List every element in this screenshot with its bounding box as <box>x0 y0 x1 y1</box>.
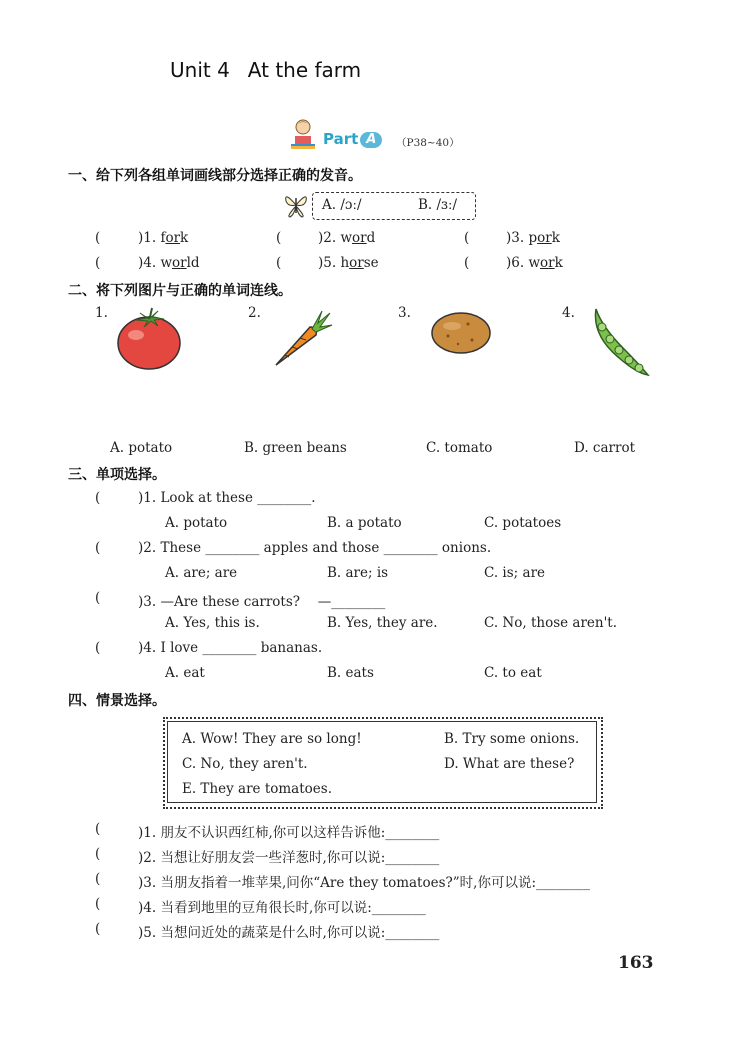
answer-paren-open: ( <box>95 846 101 862</box>
part-label: Part A <box>323 130 382 148</box>
answer-paren-open: ( <box>95 640 101 656</box>
choice-a: A. are; are <box>165 565 238 581</box>
answer-paren-open: ( <box>95 490 101 506</box>
choice-b: B. eats <box>327 665 374 681</box>
answer-paren-open: ( <box>95 255 101 271</box>
word-option: B. green beans <box>244 440 347 456</box>
reading-child-icon <box>287 117 319 155</box>
question-stem: )4. I love ________ bananas. <box>138 640 323 656</box>
tomato-icon <box>114 305 184 375</box>
picture-number: 2. <box>248 305 261 321</box>
choice-c: C. potatoes <box>484 515 562 531</box>
word-option: A. potato <box>110 440 173 456</box>
picture-number: 4. <box>562 305 575 321</box>
answer-paren-open: ( <box>95 540 101 556</box>
scene-option-c: C. No, they aren't. <box>182 756 308 772</box>
scene-option-b: B. Try some onions. <box>444 731 580 747</box>
unit-label: Unit 4 <box>170 58 230 82</box>
phonetic-option-a: A. /ɔː/ <box>322 197 362 213</box>
answer-paren-open: ( <box>95 230 101 246</box>
scene-question: )4. 当看到地里的豆角很长时,你可以说:________ <box>138 900 426 916</box>
green-beans-icon <box>588 305 654 383</box>
scene-option-e: E. They are tomatoes. <box>182 781 332 797</box>
question-item: )6. work <box>506 255 563 271</box>
question-stem: )2. These ________ apples and those ________ onions. <box>138 540 492 556</box>
choice-b: B. are; is <box>327 565 389 581</box>
answer-paren-open: ( <box>95 871 101 887</box>
phonetic-option-b: B. /ɜː/ <box>418 197 458 213</box>
answer-paren-open: ( <box>464 255 470 271</box>
section-4-heading: 四、情景选择。 <box>68 693 166 709</box>
question-item: )2. word <box>318 230 376 246</box>
picture-number: 1. <box>95 305 108 321</box>
picture-number: 3. <box>398 305 411 321</box>
scene-option-d: D. What are these? <box>444 756 575 772</box>
answer-paren-open: ( <box>95 896 101 912</box>
question-item: )4. world <box>138 255 200 271</box>
unit-name: At the farm <box>247 58 362 82</box>
choice-b: B. Yes, they are. <box>327 615 438 631</box>
choice-c: C. No, those aren't. <box>484 615 618 631</box>
choice-a: A. Yes, this is. <box>165 615 260 631</box>
scene-question: )5. 当想问近处的蔬菜是什么时,你可以说:________ <box>138 925 440 941</box>
section-1-heading: 一、给下列各组单词画线部分选择正确的发音。 <box>68 168 362 184</box>
section-2-heading: 二、将下列图片与正确的单词连线。 <box>68 283 292 299</box>
choice-b: B. a potato <box>327 515 402 531</box>
answer-paren-open: ( <box>95 590 101 606</box>
answer-paren-open: ( <box>95 821 101 837</box>
word-option: D. carrot <box>574 440 635 456</box>
answer-paren-open: ( <box>276 255 282 271</box>
page-number: 163 <box>618 953 654 973</box>
scene-question: )2. 当想让好朋友尝一些洋葱时,你可以说:________ <box>138 850 440 866</box>
page-title <box>170 58 361 82</box>
scene-question: )1. 朋友不认识西红柿,你可以这样告诉他:________ <box>138 825 440 841</box>
choice-a: A. eat <box>165 665 205 681</box>
choice-a: A. potato <box>165 515 228 531</box>
answer-paren-open: ( <box>95 921 101 937</box>
carrot-icon <box>270 305 334 373</box>
question-item: )1. fork <box>138 230 189 246</box>
question-stem: )1. Look at these ________. <box>138 490 316 506</box>
potato-icon <box>430 310 492 360</box>
answer-paren-open: ( <box>464 230 470 246</box>
question-item: )5. horse <box>318 255 379 271</box>
scene-question: )3. 当朋友指着一堆苹果,问你“Are they tomatoes?”时,你可以说:________ <box>138 875 591 891</box>
butterfly-icon <box>282 189 310 225</box>
word-option: C. tomato <box>426 440 493 456</box>
choice-c: C. to eat <box>484 665 542 681</box>
choice-c: C. is; are <box>484 565 546 581</box>
section-3-heading: 三、单项选择。 <box>68 467 166 483</box>
answer-paren-open: ( <box>276 230 282 246</box>
part-letter: A <box>360 132 382 148</box>
page-range: （P38~40） <box>396 137 460 149</box>
question-item: )3. pork <box>506 230 560 246</box>
scene-option-a: A. Wow! They are so long! <box>182 731 362 747</box>
question-stem: )3. —Are these carrots? —________ <box>138 594 386 610</box>
